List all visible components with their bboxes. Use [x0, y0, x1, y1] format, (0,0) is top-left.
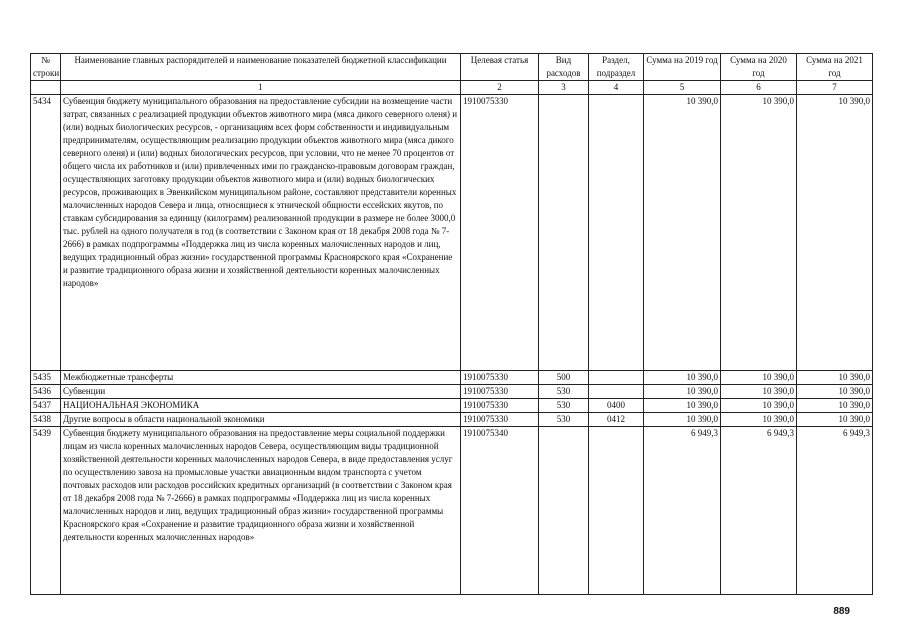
header-exp-type: Вид расходов [539, 54, 589, 81]
row-sum-2021: 6 949,3 [797, 427, 873, 595]
column-number: 5 [644, 81, 721, 95]
budget-table [30, 53, 873, 595]
row-target: 1910075330 [461, 371, 539, 385]
header-target: Целевая статья [461, 54, 539, 81]
row-sum-2019: 10 390,0 [644, 413, 721, 427]
column-number: 7 [797, 81, 873, 95]
table-row [31, 427, 873, 595]
header-row [31, 54, 873, 81]
row-number: 5434 [31, 95, 61, 371]
row-number: 5439 [31, 427, 61, 595]
row-number: 5436 [31, 385, 61, 399]
row-sum-2020: 10 390,0 [721, 413, 797, 427]
row-sum-2019: 6 949,3 [644, 427, 721, 595]
row-section [589, 385, 644, 399]
row-section [589, 95, 644, 371]
column-number: 6 [721, 81, 797, 95]
row-sum-2021: 10 390,0 [797, 95, 873, 371]
page-number: 889 [833, 606, 850, 617]
row-name: Другие вопросы в области национальной экономики [61, 413, 461, 427]
row-target: 1910075330 [461, 413, 539, 427]
row-exp-type [539, 95, 589, 371]
row-number: 5438 [31, 413, 61, 427]
row-section [589, 427, 644, 595]
header-section: Раздел, подраздел [589, 54, 644, 81]
row-sum-2020: 6 949,3 [721, 427, 797, 595]
header-name: Наименование главных распорядителей и наименование показателей бюджетной классификации [61, 54, 461, 81]
row-sum-2021: 10 390,0 [797, 371, 873, 385]
row-sum-2021: 10 390,0 [797, 399, 873, 413]
row-name: НАЦИОНАЛЬНАЯ ЭКОНОМИКА [61, 399, 461, 413]
row-exp-type: 530 [539, 413, 589, 427]
table-row [31, 385, 873, 399]
table-row [31, 371, 873, 385]
column-number-row [31, 81, 873, 95]
row-number: 5437 [31, 399, 61, 413]
column-number: 3 [539, 81, 589, 95]
row-exp-type: 530 [539, 385, 589, 399]
header-sum-2021: Сумма на 2021 год [797, 54, 873, 81]
row-exp-type [539, 427, 589, 595]
row-sum-2020: 10 390,0 [721, 371, 797, 385]
row-sum-2020: 10 390,0 [721, 385, 797, 399]
row-sum-2021: 10 390,0 [797, 413, 873, 427]
row-exp-type: 500 [539, 371, 589, 385]
row-target: 1910075340 [461, 427, 539, 595]
column-number: 4 [589, 81, 644, 95]
column-number: 2 [461, 81, 539, 95]
row-target: 1910075330 [461, 385, 539, 399]
row-name: Субвенции [61, 385, 461, 399]
row-sum-2021: 10 390,0 [797, 385, 873, 399]
table-row [31, 95, 873, 371]
table-row [31, 399, 873, 413]
row-section: 0400 [589, 399, 644, 413]
row-name: Межбюджетные трансферты [61, 371, 461, 385]
column-number [31, 81, 61, 95]
column-number: 1 [61, 81, 461, 95]
table-row [31, 413, 873, 427]
row-section [589, 371, 644, 385]
row-target: 1910075330 [461, 399, 539, 413]
row-sum-2019: 10 390,0 [644, 385, 721, 399]
row-sum-2019: 10 390,0 [644, 371, 721, 385]
header-row-no: № строки [31, 54, 61, 81]
row-name: Субвенция бюджету муниципального образования на предоставление субсидии на возмещение части затрат, связанных с реализацией продукции объектов животного мира (мяса дикого северного оленя) и (или) водных биологических ресурсов, - организациям всех форм собственности и индивидуальным предпринимателям, осуществляющим реализацию продукции объектов животного мира (мяса дикого северного оленя) и (или) водных биологических ресурсов, при условии, что не менее 70 процентов от общего числа их работников и (или) привлеченных ими по гражданско-правовым договорам граждан, осуществляющих заготовку продукции объектов животного мира и (или) водных биологических ресурсов, проживающих в Эвенкийском муниципальном районе, составляют представители коренных малочисленных народов Севера и лица, относящиеся к этнической общности ессейских якутов, по ставкам субсидирования за единицу (килограмм) реализованной продукции в размере не более 3000,0 тыс. рублей на одного получателя в год (в соответствии с Законом края от 18 декабря 2008 года № 7-2666) в рамках подпрограммы «Поддержка лиц из числа коренных малочисленных народов и лиц, ведущих традиционный образ жизни» государственной программы Красноярского края «Сохранение и развитие традиционного образа жизни и хозяйственной деятельности коренных малочисленных народов» [61, 95, 461, 371]
row-sum-2020: 10 390,0 [721, 399, 797, 413]
header-sum-2019: Сумма на 2019 год [644, 54, 721, 81]
row-exp-type: 530 [539, 399, 589, 413]
row-section: 0412 [589, 413, 644, 427]
header-sum-2020: Сумма на 2020 год [721, 54, 797, 81]
row-sum-2019: 10 390,0 [644, 95, 721, 371]
row-target: 1910075330 [461, 95, 539, 371]
row-sum-2019: 10 390,0 [644, 399, 721, 413]
row-name: Субвенция бюджету муниципального образования на предоставление меры социальной поддержки лицам из числа коренных малочисленных народов Севера, осуществляющим виды традиционной хозяйственной деятельности коренных малочисленных народов Севера, в виде предоставления услуг по осуществлению завоза на промысловые участки авиационным видом транспорта с учетом почтовых расходов или расходов российских кредитных организаций (в соответствии с Законом края от 18 декабря 2008 года № 7-2666) в рамках подпрограммы «Поддержка лиц из числа коренных малочисленных народов и лиц, ведущих традиционный образ жизни» государственной программы Красноярского края «Сохранение и развитие традиционного образа жизни и хозяйственной деятельности коренных малочисленных народов» [61, 427, 461, 595]
row-sum-2020: 10 390,0 [721, 95, 797, 371]
row-number: 5435 [31, 371, 61, 385]
